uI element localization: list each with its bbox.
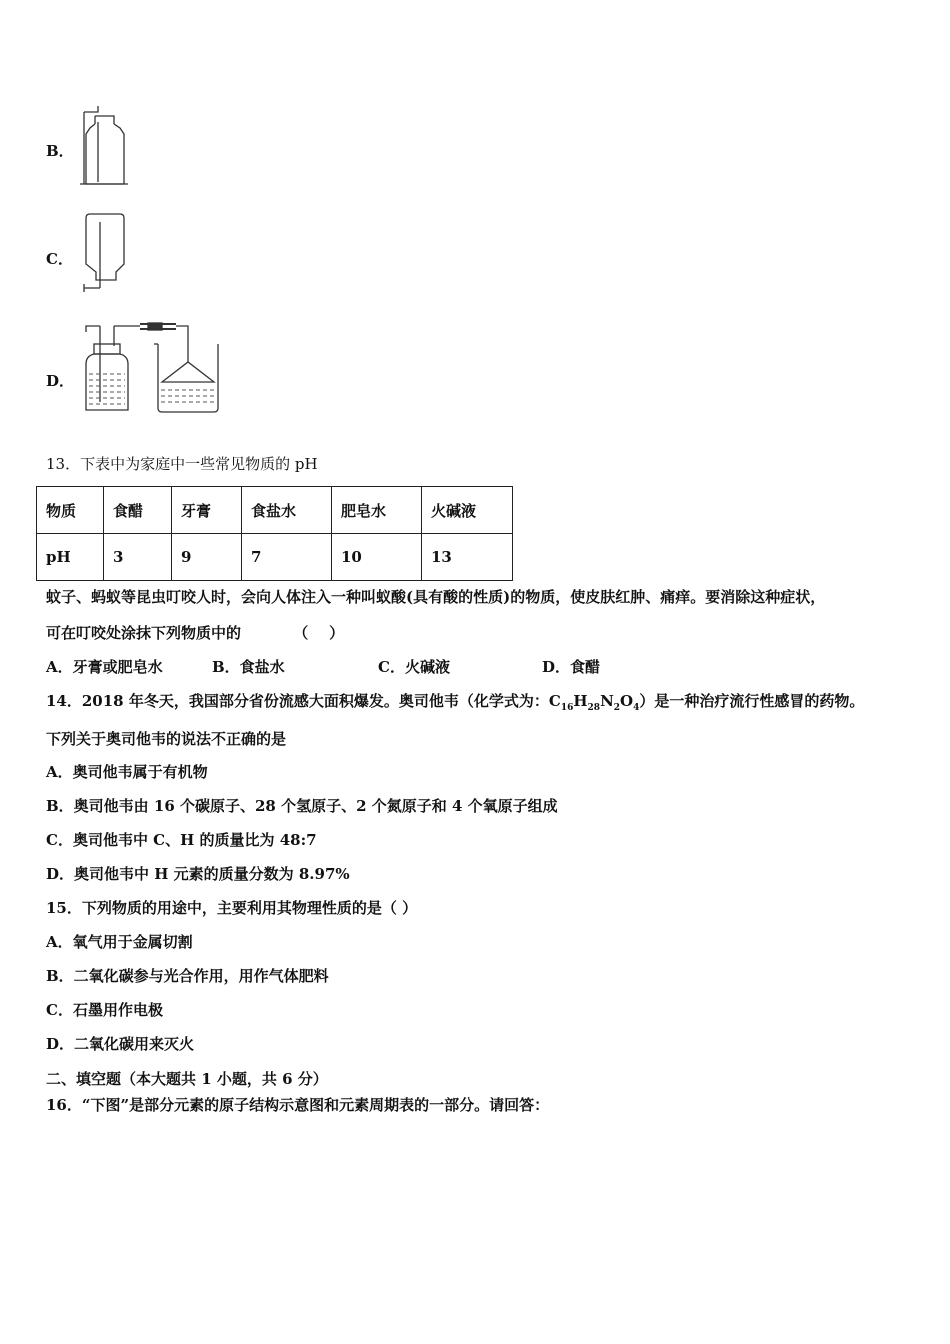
table-cell: 13 (422, 534, 513, 581)
q14-stem (46, 690, 864, 713)
chemical-formula (548, 692, 640, 713)
formula-o: O (620, 692, 634, 710)
formula-o-sub: 4 (633, 703, 640, 713)
table-cell: 3 (104, 534, 172, 581)
section-heading: 二、填空题（本大题共 1 小题，共 6 分） (46, 1070, 328, 1088)
gas-bottle-long-tube-icon (76, 104, 132, 188)
q15-option-a: A．氧气用于金属切割 (46, 933, 193, 951)
q13-text-line1: 蚊子、蚂蚁等昆虫叮咬人时，会向人体注入一种叫蚁酸(具有酸的性质)的物质，使皮肤红肿、痛痒。要消除这种症状， (46, 588, 826, 606)
q15-option-d: D．二氧化碳用来灭火 (46, 1035, 195, 1053)
q14-stem-line2: 下列关于奥司他韦的说法不正确的是 (46, 730, 287, 748)
table-header-cell: 食醋 (104, 487, 172, 534)
table-header-cell: 火碱液 (422, 487, 513, 534)
formula-n: N (600, 692, 614, 710)
table-header-cell: 肥皂水 (332, 487, 422, 534)
option-d-label: D． (46, 372, 75, 390)
q15-stem: 15．下列物质的用途中，主要利用其物理性质的是（ ） (46, 899, 418, 917)
option-c-label: C． (46, 250, 73, 268)
q13-stem: 13．下表中为家庭中一些常见物质的 pH (46, 455, 318, 473)
table-cell: pH (37, 534, 104, 581)
option-b-label: B． (46, 142, 74, 160)
table-header-cell: 食盐水 (242, 487, 332, 534)
formula-c: C (548, 692, 561, 710)
q16-stem: 16．“下图”是部分元素的原子结构示意图和元素周期表的一部分。请回答： (46, 1096, 550, 1114)
q14-stem-before: 14．2018 年冬天，我国部分省份流感大面积爆发。奥司他韦（化学式为： (46, 692, 549, 710)
table-header-cell: 牙膏 (172, 487, 242, 534)
table-row (37, 534, 513, 581)
table-header-cell: 物质 (37, 487, 104, 534)
q14-stem-after: ）是一种治疗流行性感冒的药物。 (639, 692, 865, 710)
formula-h-sub: 28 (587, 703, 601, 713)
table-cell: 9 (172, 534, 242, 581)
q13-choice-c: C．火碱液 (378, 658, 450, 676)
table-cell: 7 (242, 534, 332, 581)
table-row (37, 487, 513, 534)
ph-table (36, 486, 513, 581)
wash-bottle-beaker-funnel-icon (80, 322, 220, 416)
q13-choice-a: A．牙膏或肥皂水 (46, 658, 163, 676)
q13-text-line2: 可在叮咬处涂抹下列物质中的 （ ） (46, 624, 345, 642)
q14-option-b: B．奥司他韦由 16 个碳原子、28 个氢原子、2 个氮原子和 4 个氧原子组成 (46, 797, 558, 815)
formula-h: H (573, 692, 588, 710)
formula-n-sub: 2 (613, 703, 621, 713)
q14-option-c: C．奥司他韦中 C、H 的质量比为 48:7 (46, 831, 317, 849)
formula-c-sub: 16 (560, 703, 574, 713)
q15-option-c: C．石墨用作电极 (46, 1001, 163, 1019)
q15-option-b: B．二氧化碳参与光合作用，用作气体肥料 (46, 967, 329, 985)
q14-option-d: D．奥司他韦中 H 元素的质量分数为 8.97% (46, 865, 350, 883)
inverted-gas-bottle-icon (76, 212, 132, 296)
q13-choice-b: B．食盐水 (212, 658, 285, 676)
q13-choice-d: D．食醋 (542, 658, 601, 676)
q14-option-a: A．奥司他韦属于有机物 (46, 763, 208, 781)
table-cell: 10 (332, 534, 422, 581)
